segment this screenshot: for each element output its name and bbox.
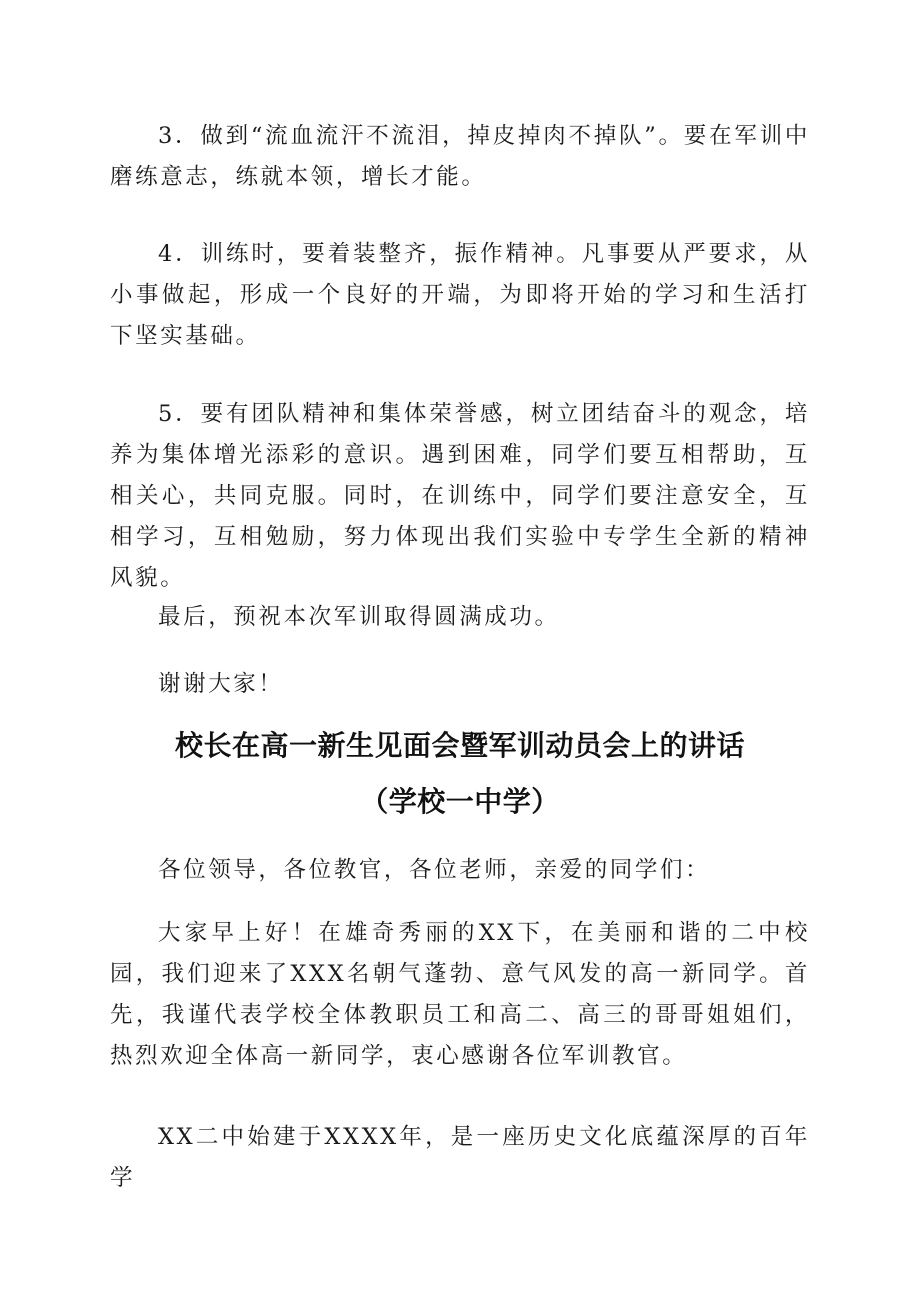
document-subtitle: （学校一中学）: [360, 785, 560, 818]
paragraph-item-5: 5．要有团队精神和集体荣誉感，树立团结奋斗的观念，培养为集体增光添彩的意识。遇到困难，同学们要互相帮助，互相关心，共同克服。同时，在训练中，同学们要注意安全，互相学习，互相勉励，努力体现出我们实验中专学生全新的精神风貌。: [110, 401, 810, 591]
paragraph-item-3: 3．做到“流血流汗不流泪，掉皮掉肉不掉队”。要在军训中磨练意志，练就本领，增长才能。: [110, 123, 810, 190]
closing-thanks: 谢谢大家！: [158, 671, 284, 697]
document-title: 校长在高一新生见面会暨军训动员会上的讲话: [174, 729, 745, 762]
paragraph-history: XX二中始建于XXXX年，是一座历史文化底蕴深厚的百年学: [110, 1124, 810, 1191]
salutation: 各位领导，各位教官，各位老师，亲爱的同学们：: [158, 857, 711, 883]
paragraph-item-4: 4．训练时，要着装整齐，振作精神。凡事要从严要求，从小事做起，形成一个良好的开端，为即将开始的学习和生活打下坚实基础。: [110, 241, 810, 349]
paragraph-greeting: 大家早上好！在雄奇秀丽的XX下，在美丽和谐的二中校园，我们迎来了XXX名朝气蓬勃、意气风发的高一新同学。首先，我谨代表学校全体教职员工和高二、高三的哥哥姐姐们，热烈欢迎全体高一新同学，衷心感谢各位军训教官。: [110, 920, 810, 1069]
closing-wish: 最后，预祝本次军训取得圆满成功。: [158, 604, 560, 630]
